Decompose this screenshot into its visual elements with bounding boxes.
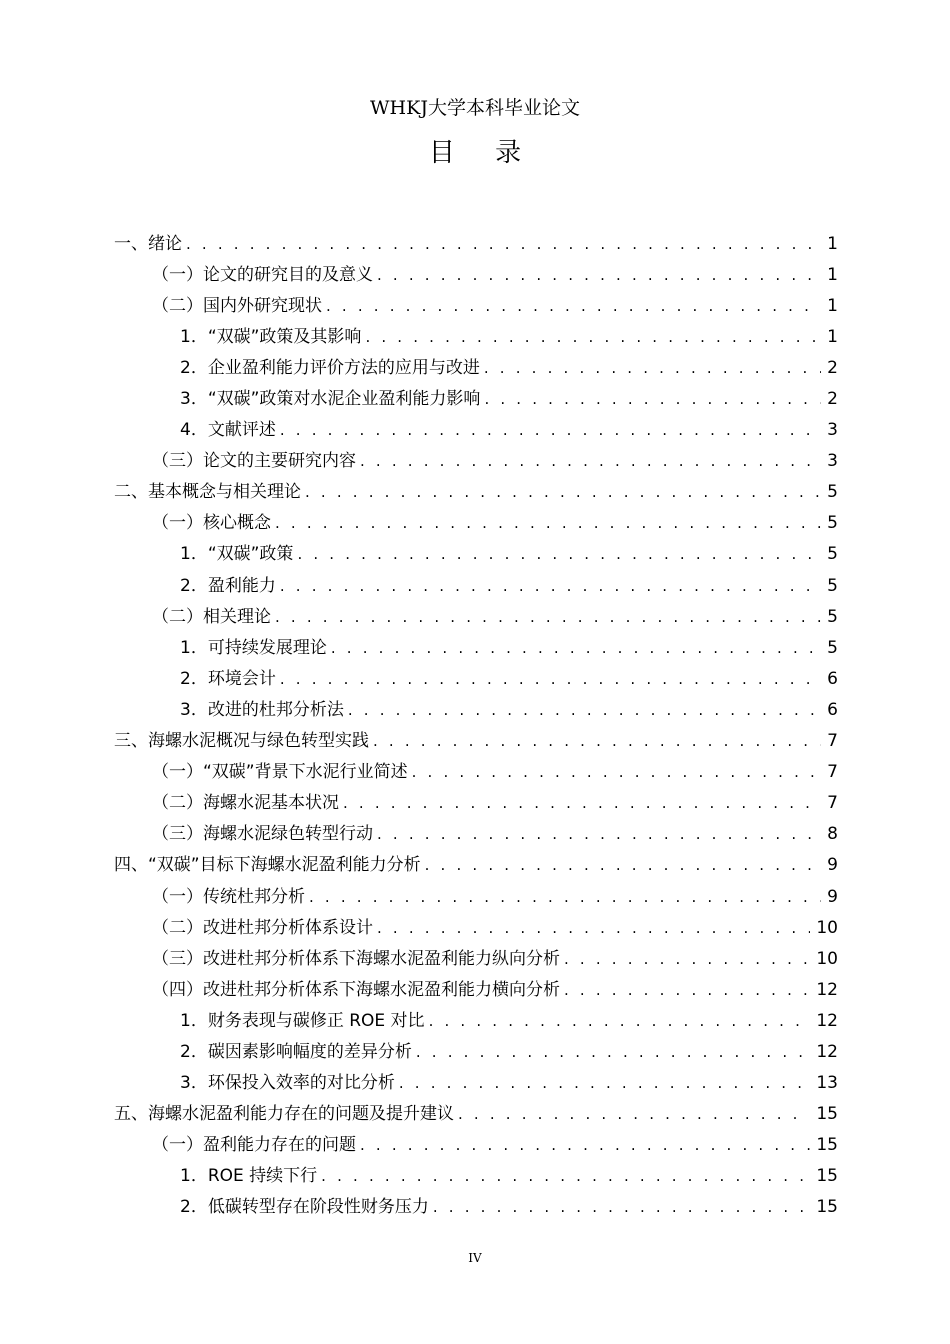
toc-entry[interactable] [114,1099,838,1130]
toc-entry-page: 12 [816,1010,838,1031]
toc-entry-title: （二）海螺水泥基本状况 [152,793,339,814]
toc-entry[interactable] [114,663,838,694]
toc-entry-page: 1 [827,264,838,285]
toc-entry-page: 7 [827,762,838,783]
toc-entry-title: 1．“双碳”政策及其影响 [180,326,362,347]
toc-entry-title: 3．改进的杜邦分析法 [180,699,344,720]
toc-entry-page: 6 [827,668,838,689]
toc-entry[interactable] [114,259,838,290]
toc-leader-dots [484,388,821,410]
toc-leader-dots [360,450,821,472]
toc-entry-title: （三）改进杜邦分析体系下海螺水泥盈利能力纵向分析 [152,948,560,969]
toc-entry-title: （三）海螺水泥绿色转型行动 [152,824,373,845]
toc-entry-page: 9 [827,855,838,876]
toc-entry-page: 15 [816,1104,838,1125]
toc-entry[interactable] [114,477,838,508]
toc-entry[interactable] [114,943,838,974]
toc-entry-page: 5 [827,482,838,503]
toc-leader-dots [425,854,822,876]
toc-leader-dots [484,357,821,379]
toc-entry[interactable] [114,415,838,446]
toc-leader-dots [348,699,821,721]
toc-entry-title: （一）盈利能力存在的问题 [152,1135,356,1156]
toc-entry-title: 四、“双碳”目标下海螺水泥盈利能力分析 [114,855,421,876]
toc-entry[interactable] [114,539,838,570]
page-number: IV [468,1251,482,1265]
toc-leader-dots [377,264,821,286]
toc-leader-dots [377,917,810,939]
toc-entry-page: 9 [827,886,838,907]
toc-leader-dots [343,792,821,814]
toc-entry-title: （一）核心概念 [152,513,271,534]
toc-leader-dots [321,1165,810,1187]
toc-leader-dots [399,1072,811,1094]
toc-entry-title: 2．碳因素影响幅度的差异分析 [180,1041,412,1062]
toc-leader-dots [297,543,821,565]
toc-leader-dots [186,233,821,255]
toc-entry-title: 2．企业盈利能力评价方法的应用与改进 [180,357,480,378]
toc-leader-dots [412,761,822,783]
toc-leader-dots [331,637,821,659]
toc-entry-title: 2．盈利能力 [180,575,276,596]
toc-leader-dots [373,730,821,752]
toc-entry[interactable] [114,1036,838,1067]
toc-leader-dots [326,295,821,317]
toc-entry-page: 3 [827,451,838,472]
toc-leader-dots [564,948,810,970]
toc-leader-dots [280,668,821,690]
toc-entry-title: 三、海螺水泥概况与绿色转型实践 [114,731,369,752]
toc-entry-page: 2 [827,389,838,410]
toc-entry-title: （一）论文的研究目的及意义 [152,264,373,285]
toc-entry[interactable] [114,788,838,819]
toc-entry[interactable] [114,1005,838,1036]
toc-entry-page: 15 [816,1135,838,1156]
toc-entry[interactable] [114,383,838,414]
toc-entry[interactable] [114,1068,838,1099]
toc-leader-dots [280,419,821,441]
toc-entry-page: 7 [827,731,838,752]
table-of-contents [114,228,838,1223]
toc-entry[interactable] [114,1192,838,1223]
toc-entry-title: 3．环保投入效率的对比分析 [180,1073,395,1094]
toc-entry[interactable] [114,819,838,850]
toc-leader-dots [416,1041,811,1063]
toc-entry-title: （一）传统杜邦分析 [152,886,305,907]
toc-entry-page: 3 [827,420,838,441]
toc-entry[interactable] [114,601,838,632]
toc-entry[interactable] [114,726,838,757]
toc-entry[interactable] [114,850,838,881]
toc-leader-dots [305,481,821,503]
toc-entry-page: 8 [827,824,838,845]
toc-entry[interactable] [114,446,838,477]
toc-entry-page: 1 [827,326,838,347]
toc-leader-dots [564,979,810,1001]
toc-entry-title: 2．环境会计 [180,668,276,689]
toc-entry[interactable] [114,694,838,725]
toc-entry-page: 5 [827,513,838,534]
toc-entry-page: 5 [827,606,838,627]
toc-entry-page: 10 [816,948,838,969]
toc-entry-page: 2 [827,357,838,378]
toc-entry[interactable] [114,881,838,912]
toc-leader-dots [275,512,821,534]
toc-entry-title: 1．“双碳”政策 [180,544,294,565]
toc-entry[interactable] [114,352,838,383]
toc-entry-page: 12 [816,1041,838,1062]
toc-leader-dots [458,1103,810,1125]
toc-leader-dots [309,886,821,908]
toc-entry-title: 1．财务表现与碳修正 ROE 对比 [180,1010,425,1031]
toc-entry-title: （一）“双碳”背景下水泥行业简述 [152,762,408,783]
toc-entry-page: 5 [827,575,838,596]
toc-leader-dots [280,575,821,597]
toc-leader-dots [360,1134,810,1156]
toc-entry-title: 1．ROE 持续下行 [180,1166,318,1187]
toc-entry-title: 3．“双碳”政策对水泥企业盈利能力影响 [180,389,481,410]
toc-entry[interactable] [114,290,838,321]
toc-entry-title: （二）国内外研究现状 [152,295,322,316]
toc-entry[interactable] [114,632,838,663]
toc-leader-dots [433,1196,811,1218]
toc-entry-title: （四）改进杜邦分析体系下海螺水泥盈利能力横向分析 [152,979,560,1000]
toc-entry-title: （二）改进杜邦分析体系设计 [152,917,373,938]
toc-entry-page: 5 [827,637,838,658]
toc-entry-page: 15 [816,1197,838,1218]
toc-entry-title: 五、海螺水泥盈利能力存在的问题及提升建议 [114,1104,454,1125]
toc-entry-page: 6 [827,699,838,720]
toc-entry-page: 5 [827,544,838,565]
toc-entry[interactable] [114,508,838,539]
toc-entry-page: 7 [827,793,838,814]
toc-entry[interactable] [114,1130,838,1161]
page-title: 目 录 [428,138,538,168]
toc-entry-title: 2．低碳转型存在阶段性财务压力 [180,1197,429,1218]
toc-entry[interactable] [114,912,838,943]
toc-entry-title: （三）论文的主要研究内容 [152,451,356,472]
toc-entry-page: 1 [827,233,838,254]
toc-leader-dots [275,606,821,628]
toc-entry-title: （二）相关理论 [152,606,271,627]
toc-entry[interactable] [114,757,838,788]
toc-entry[interactable] [114,570,838,601]
toc-entry-title: 二、基本概念与相关理论 [114,482,301,503]
toc-entry-title: 1．可持续发展理论 [180,637,327,658]
toc-entry[interactable] [114,1161,838,1192]
toc-entry-page: 12 [816,979,838,1000]
toc-entry[interactable] [114,228,838,259]
toc-entry[interactable] [114,974,838,1005]
toc-entry-title: 一、绪论 [114,233,182,254]
toc-entry-page: 13 [816,1073,838,1094]
toc-leader-dots [377,823,821,845]
document-header: WHKJ大学本科毕业论文 [370,97,580,119]
toc-leader-dots [365,326,821,348]
toc-entry-title: 4．文献评述 [180,420,276,441]
toc-entry[interactable] [114,321,838,352]
toc-entry-page: 1 [827,295,838,316]
toc-leader-dots [429,1010,811,1032]
toc-entry-page: 10 [816,917,838,938]
toc-entry-page: 15 [816,1166,838,1187]
